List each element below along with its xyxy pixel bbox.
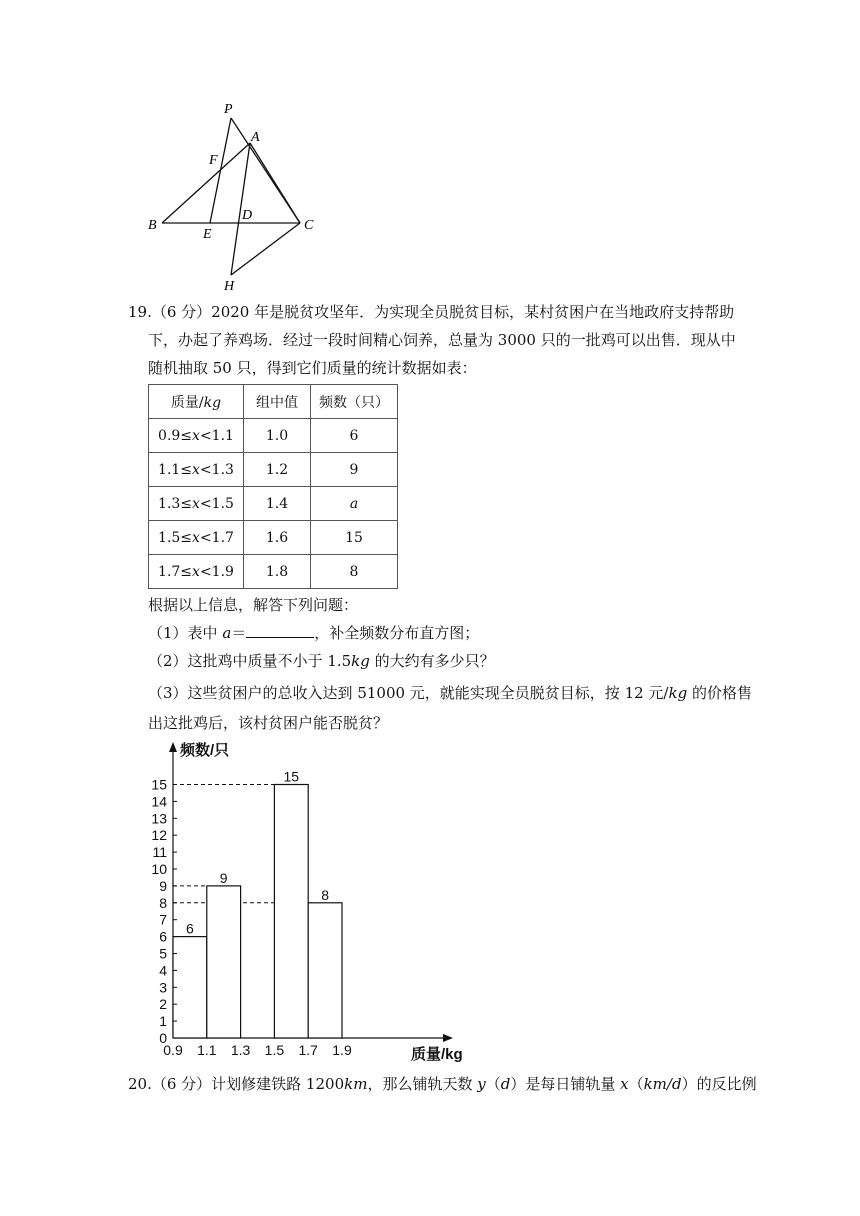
cell-range: 1.1≤x<1.3 [149,453,244,487]
q19-prompt: 根据以上信息，解答下列问题： [148,596,359,614]
y-tick-label: 4 [159,962,167,979]
bar-data-label: 15 [283,768,300,785]
y-tick-label: 6 [159,928,167,945]
y-tick-label: 8 [159,894,167,911]
header-frequency: 频数（只） [311,385,398,419]
histogram-bar [173,937,207,1038]
table-header-row [149,385,398,419]
q19-intro-line2: 下，办起了养鸡场．经过一段时间精心饲养，总量为 3000 只的一批鸡可以出售．现从中 [148,331,736,349]
y-tick-label: 10 [151,861,167,877]
histogram-svg [140,738,480,1066]
y-tick-label: 2 [159,996,167,1013]
y-tick-label: 13 [151,810,167,827]
y-tick-label: 12 [151,827,167,844]
q19-sub3-line2: 出这批鸡后，该村贫困户能否脱贫？ [148,714,389,732]
cell-midpoint: 1.0 [244,419,311,453]
histogram-bar [308,903,342,1038]
cell-frequency: 15 [311,521,398,555]
table-row [149,453,398,487]
q19-sub1: （1）表中 a＝ ，补全频数分布直方图； [148,624,480,642]
answer-blank[interactable] [246,623,314,638]
q19-sub2: （2）这批鸡中质量不小于 1.5kg 的大约有多少只？ [148,652,495,670]
label-f: F [209,153,218,168]
y-tick-label: 15 [151,776,167,793]
y-tick-label: 11 [152,844,167,861]
q20-line: 20.（6 分）计划修建铁路 1200km，那么铺轨天数 y（d）是每日铺轨量 x（km/d）的反比例 [128,1075,757,1093]
x-tick-label: 1.5 [264,1042,285,1058]
y-tick-label: 1 [159,1013,167,1030]
histogram-bar [274,785,308,1039]
cell-frequency: 9 [311,453,398,487]
table-row [149,487,398,521]
header-midpoint: 组中值 [244,385,311,419]
x-tick-label: 1.7 [298,1042,318,1058]
x-tick-label: 1.3 [230,1042,251,1058]
label-b: B [148,218,157,233]
bar-data-label: 9 [219,869,228,886]
geometry-figure [140,98,330,298]
triangle-diagram [140,98,330,298]
cell-midpoint: 1.2 [244,453,311,487]
cell-range: 0.9≤x<1.1 [149,419,244,453]
y-tick-label: 9 [159,877,167,894]
y-axis-arrow [169,742,177,752]
label-e: E [203,227,212,242]
y-tick-label: 3 [159,979,167,996]
cell-range: 1.5≤x<1.7 [149,521,244,555]
label-c: C [304,218,314,233]
bar-data-label: 6 [186,920,194,937]
y-tick-label: 0 [159,1030,167,1046]
x-tick-label: 1.9 [332,1042,352,1058]
label-p: P [224,102,233,117]
cell-midpoint: 1.4 [244,487,311,521]
q19-sub3-line1: （3）这些贫困户的总收入达到 51000 元，就能实现全员脱贫目标，按 12 元/kg 的价格售 [148,684,752,702]
y-tick-label: 14 [151,793,167,810]
label-a: A [251,130,260,145]
cell-midpoint: 1.8 [244,555,311,589]
y-tick-label: 5 [159,945,167,962]
histogram [140,738,480,1066]
x-tick-label: 0.9 [163,1042,183,1058]
cell-frequency: a [311,487,398,521]
bar-data-label: 8 [321,886,329,903]
y-tick-label: 7 [159,911,167,928]
cell-range: 1.3≤x<1.5 [149,487,244,521]
table-row [149,419,398,453]
label-h: H [224,279,235,294]
label-d: D [242,208,253,223]
header-mass: 质量/kg [149,385,244,419]
q19-intro-line1: 19.（6 分）2020 年是脱贫攻坚年．为实现全员脱贫目标，某村贫困户在当地政府支持帮助 [128,303,735,321]
frequency-table [148,384,398,589]
x-axis-arrow [443,1034,453,1042]
cell-frequency: 6 [311,419,398,453]
cell-range: 1.7≤x<1.9 [149,555,244,589]
x-axis-title: 质量/kg [411,1046,463,1063]
x-tick-label: 1.1 [197,1042,217,1058]
q19-intro-line3: 随机抽取 50 只，得到它们质量的统计数据如表： [148,359,477,377]
table-row [149,521,398,555]
table-row [149,555,398,589]
histogram-bar [207,886,241,1038]
cell-midpoint: 1.6 [244,521,311,555]
cell-frequency: 8 [311,555,398,589]
y-axis-title: 频数/只 [180,742,230,759]
